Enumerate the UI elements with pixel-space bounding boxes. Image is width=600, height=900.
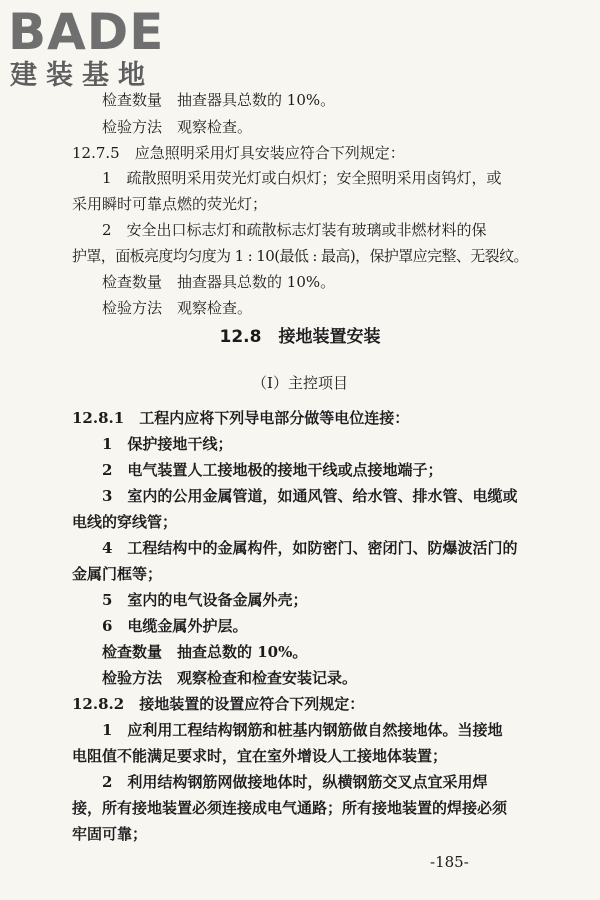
logo-tagline: 建装基地 [10, 60, 154, 91]
list-item: 2 利用结构钢筋网做接地体时，纵横钢筋交叉点宜采用焊 [102, 773, 488, 791]
list-item: 1 应利用工程结构钢筋和桩基内钢筋做自然接地体。当接地 [102, 721, 503, 739]
text-line: 1 疏散照明采用荧光灯或白炽灯；安全照明采用卤钨灯，或 [102, 169, 502, 187]
subsection-heading: （Ⅰ）主控项目 [252, 374, 348, 392]
text-line: 金属门框等； [72, 565, 163, 583]
text-line: 检查数量 抽查器具总数的 10%。 [102, 273, 336, 291]
list-item: 6 电缆金属外护层。 [102, 617, 248, 635]
text-line: 电线的穿线管； [72, 513, 178, 531]
list-item: 5 室内的电气设备金属外壳； [102, 591, 308, 609]
text-line: 检验方法 观察检查和检查安装记录。 [102, 669, 358, 687]
list-item: 2 电气装置人工接地极的接地干线或点接地端子； [102, 461, 443, 479]
list-item: 3 室内的公用金属管道，如通风管、给水管、排水管、电缆或 [102, 487, 518, 505]
text-line: 检验方法 观察检查。 [102, 299, 253, 317]
clause-12-8-1: 12.8.1 工程内应将下列导电部分做等电位连接： [72, 409, 410, 427]
text-line: 2 安全出口标志灯和疏散标志灯装有玻璃或非燃材料的保 [102, 221, 487, 239]
text-line: 采用瞬时可靠点燃的荧光灯； [72, 195, 268, 213]
list-item: 4 工程结构中的金属构件，如防密门、密闭门、防爆波活门的 [102, 539, 518, 557]
logo-wordmark: BADE [8, 3, 165, 61]
text-line: 检验方法 观察检查。 [102, 118, 253, 136]
section-heading: 12.8 接地装置安装 [219, 327, 381, 347]
text-line: 检查数量 抽查总数的 10%。 [102, 643, 308, 661]
list-item: 1 保护接地干线； [102, 435, 233, 453]
text-line: 检查数量 抽查器具总数的 10%。 [102, 91, 336, 109]
text-line: 护罩，面板亮度均匀度为 1 : 10(最低 : 最高)，保护罩应完整、无裂纹。 [72, 247, 528, 265]
page-number: -185- [430, 853, 469, 871]
clause-12-8-2: 12.8.2 接地装置的设置应符合下列规定： [72, 695, 365, 713]
clause-12-7-5: 12.7.5 应急照明采用灯具安装应符合下列规定： [72, 144, 405, 162]
text-line: 牢固可靠； [72, 825, 148, 843]
text-line: 电阻值不能满足要求时，宜在室外增设人工接地体装置； [72, 747, 448, 765]
text-line: 接，所有接地装置必须连接成电气通路；所有接地装置的焊接必须 [72, 799, 508, 817]
